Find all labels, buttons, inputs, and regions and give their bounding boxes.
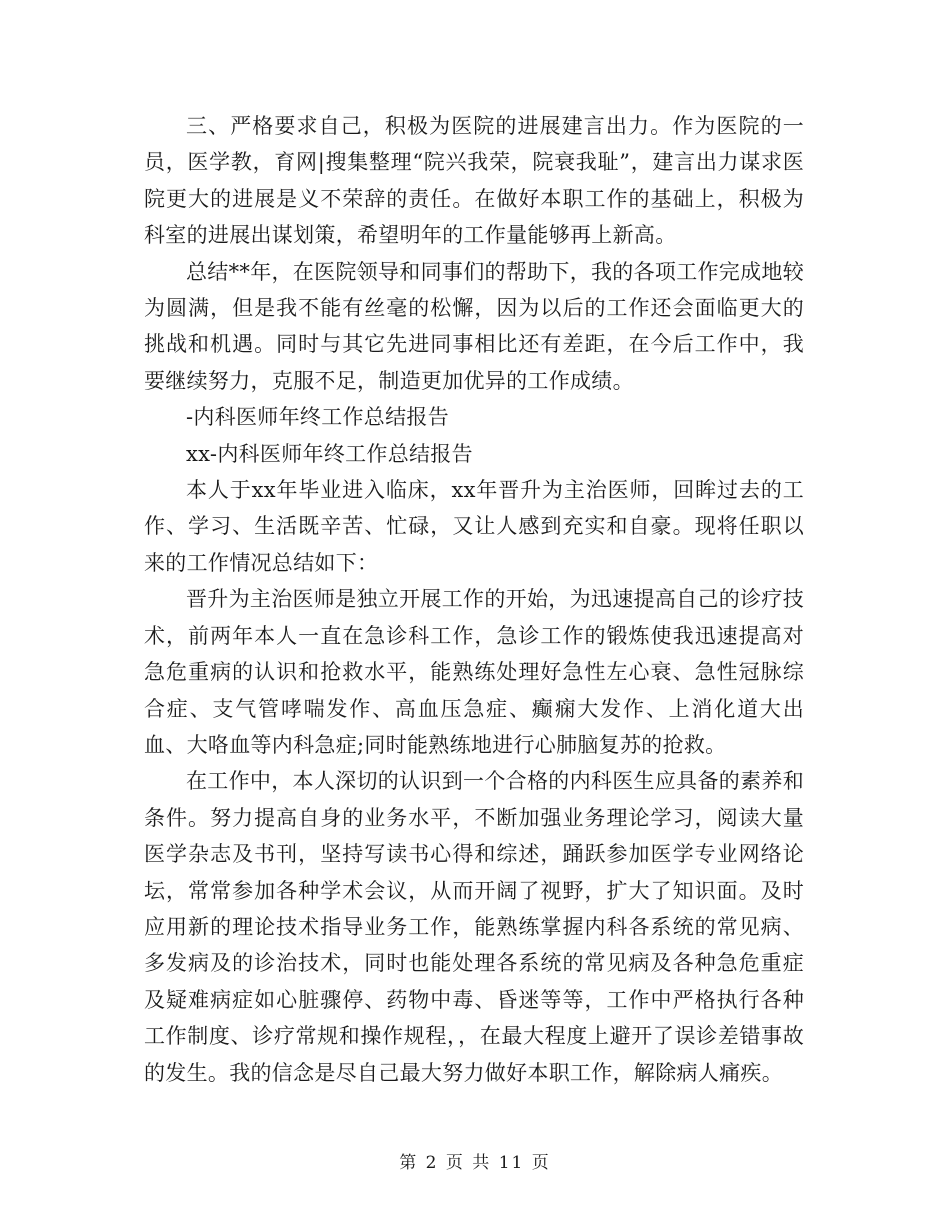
- paragraph-introduction: 本人于xx年毕业进入临床，xx年晋升为主治医师，回眸过去的工作、学习、生活既辛苦、忙碌，又让人感到充实和自豪。现将任职以来的工作情况总结如下：: [144, 478, 804, 575]
- paragraph-report-title: -内科医师年终工作总结报告: [186, 405, 449, 430]
- paragraph-report-subtitle: xx-内科医师年终工作总结报告: [186, 441, 473, 466]
- document-body: [144, 108, 804, 1091]
- paragraph-hospital-development: 三、严格要求自己，积极为医院的进展建言出力。作为医院的一员，医学教，育网|搜集整理“院兴我荣，院衰我耻”，建言出力谋求医院更大的进展是义不荣辞的责任。在做好本职工作的基础上，积极为科室的进展出谋划策，希望明年的工作量能够再上新高。: [144, 114, 804, 248]
- page-number-footer: 第 2 页 共 11 页: [399, 1153, 551, 1173]
- paragraph-emergency-work: 晋升为主治医师是独立开展工作的开始，为迅速提高自己的诊疗技术，前两年本人一直在急诊科工作，急诊工作的锻炼使我迅速提高对急危重病的认识和抢救水平，能熟练处理好急性左心衰、急性冠脉综合症、支气管哮喘发作、高血压急症、癫痫大发作、上消化道大出血、大咯血等内科急症;同时能熟练地进行心肺脑复苏的抢救。: [144, 587, 804, 757]
- paragraph-professional-growth: 在工作中，本人深切的认识到一个合格的内科医生应具备的素养和条件。努力提高自身的业务水平，不断加强业务理论学习，阅读大量医学杂志及书刊，坚持写读书心得和综述，踊跃参加医学专业网络论坛，常常参加各种学术会议，从而开阔了视野，扩大了知识面。及时应用新的理论技术指导业务工作，能熟练掌握内科各系统的常见病、多发病及的诊治技术，同时也能处理各系统的常见病及各种急危重症及疑难病症如心脏骤停、药物中毒、昏迷等等，工作中严格执行各种工作制度、诊疗常规和操作规程，，在最大程度上避开了误诊差错事故的发生。我的信念是尽自己最大努力做好本职工作，解除病人痛疾。: [144, 769, 804, 1085]
- paragraph-year-summary: 总结**年，在医院领导和同事们的帮助下，我的各项工作完成地较为圆满，但是我不能有丝毫的松懈，因为以后的工作还会面临更大的挑战和机遇。同时与其它先进同事相比还有差距，在今后工作中，我要继续努力，克服不足，制造更加优异的工作成绩。: [144, 259, 804, 393]
